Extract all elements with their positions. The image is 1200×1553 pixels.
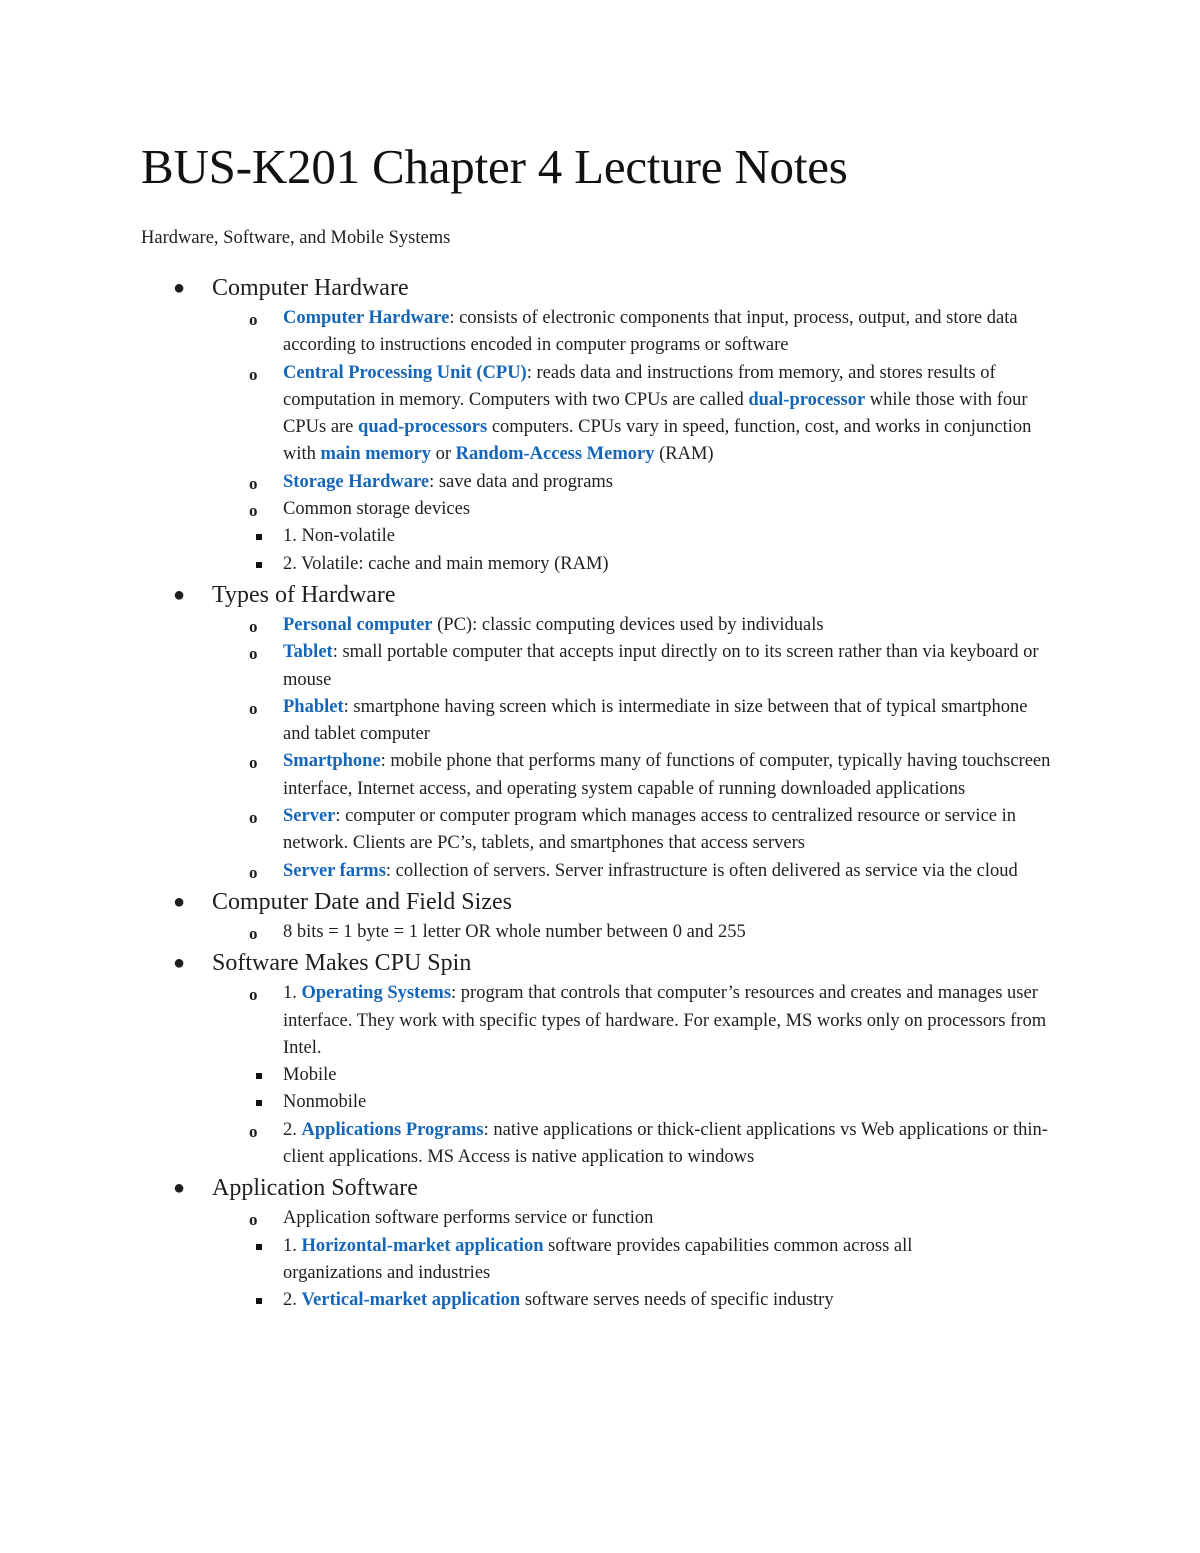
note-text: : consists of electronic components that input, process, output, and store data according to instructions encoded in computer programs or software <box>283 307 1018 356</box>
list-item <box>212 496 1080 578</box>
key-term: Central Processing Unit (CPU) <box>283 362 527 383</box>
note-text: Nonmobile <box>283 1092 367 1113</box>
note-text: : computer or computer program which manages access to centralized resource or service in network. Clients are PC’s, tablets, and smartphones that access servers <box>283 806 1017 854</box>
outline-section <box>141 885 1080 946</box>
o-bullet-icon: o <box>249 644 258 664</box>
nested-item-text <box>283 1233 963 1288</box>
note-text: : smartphone having screen which is intermediate in size between that of typical smartphone and tablet computer <box>283 696 1028 745</box>
nested-list-item <box>212 523 1080 550</box>
list-item <box>212 639 1080 694</box>
subitem-list <box>141 612 1080 885</box>
key-term: Smartphone <box>283 751 381 772</box>
key-term: main memory <box>320 444 431 465</box>
note-text: 1. Non-volatile <box>283 526 396 547</box>
o-bullet-icon: o <box>249 473 258 493</box>
nested-item-text <box>283 1287 963 1314</box>
note-text: : program that controls that computer’s resources and creates and manages user interface. They work with specific types of hardware. For example, MS works only on processors from Intel. <box>283 983 1047 1058</box>
key-term: Operating Systems <box>301 983 452 1004</box>
square-bullet-icon <box>256 562 262 568</box>
list-item <box>212 612 1080 639</box>
subitem-list <box>141 305 1080 578</box>
list-item <box>212 694 1080 749</box>
list-item <box>212 305 1080 360</box>
list-item-text <box>283 803 1058 858</box>
key-term: Phablet <box>283 696 344 717</box>
note-text: computers. CPUs vary in speed, function, cost, and works in conjunction with <box>283 417 1032 465</box>
note-text: 2. Volatile: cache and main memory (RAM) <box>283 553 609 574</box>
key-term: Server farms <box>283 860 386 881</box>
nested-list-item <box>212 1062 1080 1089</box>
note-text: Mobile <box>283 1065 337 1086</box>
note-text: 2. <box>283 1290 302 1311</box>
o-bullet-icon: o <box>249 698 258 718</box>
key-term: Storage Hardware <box>283 471 430 492</box>
list-item-text <box>283 1117 1058 1172</box>
list-item <box>212 980 1080 1116</box>
subitem-list <box>141 919 1080 946</box>
note-text: : collection of servers. Server infrastructure is often delivered as service via the cloud <box>385 860 1018 881</box>
square-bullet-icon <box>256 1298 262 1304</box>
list-item-text <box>283 305 1058 360</box>
list-item <box>212 1205 1080 1314</box>
note-text: : native applications or thick-client applications vs Web applications or thin-client applications. MS Access is native application to windows <box>283 1119 1048 1167</box>
section-heading <box>173 271 1080 305</box>
o-bullet-icon: o <box>249 309 258 329</box>
nested-list-item <box>212 551 1080 578</box>
list-item-text <box>283 919 1058 946</box>
key-term: Horizontal-market application <box>301 1235 544 1256</box>
outline-section <box>141 946 1080 1171</box>
filled-circle-bullet-icon: ● <box>173 890 186 913</box>
filled-circle-bullet-icon: ● <box>173 1177 186 1200</box>
square-bullet-icon <box>256 534 262 540</box>
list-item <box>212 1117 1080 1172</box>
o-bullet-icon: o <box>249 808 258 828</box>
note-text: : save data and programs <box>429 471 614 492</box>
list-item-text <box>283 694 1058 749</box>
note-text: : reads data and instructions from memory, and stores results of computation in memory. Computers with two CPUs are called <box>283 362 996 410</box>
o-bullet-icon: o <box>249 616 258 636</box>
square-bullet-icon <box>256 1244 262 1250</box>
section-heading-text: Computer Hardware <box>212 274 409 301</box>
o-bullet-icon: o <box>249 923 258 943</box>
key-term: dual-processor <box>748 389 866 410</box>
list-item-text <box>283 980 1058 1062</box>
note-text: 1. <box>283 1235 302 1256</box>
nested-list-item <box>212 1233 1080 1288</box>
section-heading <box>173 578 1080 612</box>
section-heading-text: Software Makes CPU Spin <box>212 950 472 977</box>
nested-item-text <box>283 1089 963 1116</box>
page-title: BUS-K201 Chapter 4 Lecture Notes <box>141 139 848 194</box>
subitem-list <box>141 980 1080 1171</box>
note-text: 2. <box>283 1119 302 1140</box>
note-text: Application software performs service or function <box>283 1208 654 1229</box>
section-list <box>141 271 1080 1315</box>
outline-section <box>141 271 1080 578</box>
subitem-list <box>141 1205 1080 1314</box>
note-text: software serves needs of specific industry <box>520 1290 834 1311</box>
list-item-text <box>283 748 1058 803</box>
list-item-text <box>283 858 1058 885</box>
list-item <box>212 858 1080 885</box>
page-subtitle: Hardware, Software, and Mobile Systems <box>141 227 451 248</box>
section-heading-text: Computer Date and Field Sizes <box>212 888 512 915</box>
list-item <box>212 803 1080 858</box>
list-item-text <box>283 612 1058 639</box>
note-text: software provides capabilities common across all organizations and industries <box>283 1235 913 1283</box>
o-bullet-icon: o <box>249 985 258 1005</box>
nested-item-text <box>283 523 963 550</box>
list-item-text <box>283 639 1058 694</box>
list-item <box>212 748 1080 803</box>
filled-circle-bullet-icon: ● <box>173 276 186 299</box>
note-text: 8 bits = 1 byte = 1 letter OR whole number between 0 and 255 <box>283 921 746 942</box>
key-term: Personal computer <box>283 614 433 635</box>
outline-section <box>141 578 1080 885</box>
o-bullet-icon: o <box>249 364 258 384</box>
section-heading-text: Application Software <box>212 1175 418 1202</box>
list-item <box>212 919 1080 946</box>
note-text: 1. <box>283 983 302 1004</box>
key-term: quad-processors <box>358 417 488 438</box>
o-bullet-icon: o <box>249 753 258 773</box>
nested-list <box>212 1233 1080 1315</box>
list-item <box>212 360 1080 469</box>
o-bullet-icon: o <box>249 501 258 521</box>
list-item-text <box>283 496 1058 523</box>
list-item-text <box>283 360 1058 469</box>
nested-list <box>212 523 1080 578</box>
nested-item-text <box>283 1062 963 1089</box>
list-item <box>212 469 1080 496</box>
list-item-text <box>283 1205 1058 1232</box>
note-text: while those with four CPUs are <box>283 389 1028 438</box>
key-term: Applications Programs <box>301 1119 484 1140</box>
key-term: Server <box>283 806 336 827</box>
nested-list-item <box>212 1089 1080 1116</box>
section-heading <box>173 885 1080 919</box>
key-term: Random-Access Memory <box>455 444 655 465</box>
square-bullet-icon <box>256 1100 262 1106</box>
note-text: (RAM) <box>654 444 714 465</box>
o-bullet-icon: o <box>249 1121 258 1141</box>
key-term: Tablet <box>283 642 333 663</box>
nested-list-item <box>212 1287 1080 1314</box>
section-heading <box>173 1171 1080 1205</box>
note-text: (PC): classic computing devices used by individuals <box>432 614 824 635</box>
section-heading-text: Types of Hardware <box>212 581 396 608</box>
o-bullet-icon: o <box>249 1210 258 1230</box>
note-text: : small portable computer that accepts input directly on to its screen rather than via keyboard or mouse <box>283 642 1039 690</box>
key-term: Computer Hardware <box>283 307 450 328</box>
key-term: Vertical-market application <box>301 1290 521 1311</box>
note-text: : mobile phone that performs many of functions of computer, typically having touchscreen interface, Internet access, and operating system capable of running downloaded applications <box>283 751 1051 799</box>
note-text: Common storage devices <box>283 499 471 520</box>
square-bullet-icon <box>256 1073 262 1079</box>
note-text: or <box>430 444 456 465</box>
outline-section <box>141 1171 1080 1314</box>
list-item-text <box>283 469 1058 496</box>
section-heading <box>173 946 1080 980</box>
filled-circle-bullet-icon: ● <box>173 583 186 606</box>
nested-item-text <box>283 551 963 578</box>
filled-circle-bullet-icon: ● <box>173 952 186 975</box>
nested-list <box>212 1062 1080 1117</box>
o-bullet-icon: o <box>249 862 258 882</box>
